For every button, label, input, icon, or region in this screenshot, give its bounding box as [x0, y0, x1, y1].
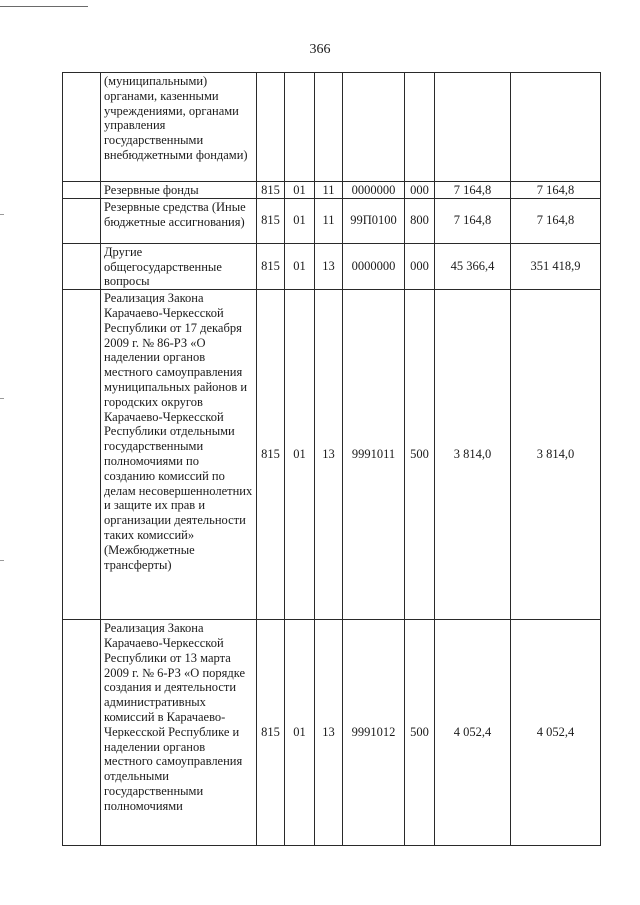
expense-type-code-cell: 500: [405, 620, 435, 846]
row-spacer-cell: [63, 620, 101, 846]
target-item-code-cell: 9991011: [343, 290, 405, 620]
row-spacer-cell: [63, 290, 101, 620]
section-code-cell: 01: [285, 243, 315, 289]
section-code-cell: 01: [285, 290, 315, 620]
expense-type-code-cell: 000: [405, 243, 435, 289]
target-item-code-cell: 9991012: [343, 620, 405, 846]
ministry-code-cell: 815: [257, 243, 285, 289]
target-item-code-cell: [343, 73, 405, 182]
subsection-code-cell: 11: [315, 198, 343, 243]
amount-2-cell: [511, 73, 601, 182]
section-code-cell: 01: [285, 620, 315, 846]
row-spacer-cell: [63, 73, 101, 182]
row-spacer-cell: [63, 182, 101, 199]
scan-margin-mark: [0, 560, 4, 561]
amount-2-cell: 7 164,8: [511, 198, 601, 243]
amount-2-cell: 7 164,8: [511, 182, 601, 199]
amount-2-cell: 351 418,9: [511, 243, 601, 289]
table-row: [63, 198, 601, 243]
ministry-code-cell: [257, 73, 285, 182]
ministry-code-cell: 815: [257, 182, 285, 199]
description-cell: Резервные фонды: [101, 182, 257, 199]
table-row: [63, 73, 601, 182]
row-spacer-cell: [63, 198, 101, 243]
expense-type-code-cell: 500: [405, 290, 435, 620]
expense-type-code-cell: 000: [405, 182, 435, 199]
amount-1-cell: 45 366,4: [435, 243, 511, 289]
section-code-cell: 01: [285, 198, 315, 243]
budget-table: [62, 72, 601, 846]
description-cell: Реализация Закона Карачаево-Черкесской Республики от 17 декабря 2009 г. № 86-РЗ «О наделении органов местного самоуправления муниципальных районов и городских округов Карачаево-Черкесской Республики отдельными государственными полномочиями по созданию комиссий по делам несовершеннолетних и защите их прав и организации деятельности таких комиссий» (Межбюджетные трансферты): [101, 290, 257, 620]
table-row: [63, 620, 601, 846]
ministry-code-cell: 815: [257, 198, 285, 243]
top-edge-rule: [0, 6, 88, 7]
section-code-cell: [285, 73, 315, 182]
amount-1-cell: 4 052,4: [435, 620, 511, 846]
amount-1-cell: 7 164,8: [435, 182, 511, 199]
subsection-code-cell: 11: [315, 182, 343, 199]
expense-type-code-cell: [405, 73, 435, 182]
description-cell: Резервные средства (Иные бюджетные ассигнования): [101, 198, 257, 243]
subsection-code-cell: 13: [315, 620, 343, 846]
table-row: [63, 290, 601, 620]
subsection-code-cell: 13: [315, 243, 343, 289]
target-item-code-cell: 0000000: [343, 243, 405, 289]
target-item-code-cell: 99П0100: [343, 198, 405, 243]
subsection-code-cell: 13: [315, 290, 343, 620]
target-item-code-cell: 0000000: [343, 182, 405, 199]
description-cell: Реализация Закона Карачаево-Черкесской Республики от 13 марта 2009 г. № 6-РЗ «О порядке создания и деятельности административных комиссий в Карачаево-Черкесской Республике и наделении органов местного самоуправления отдельными государственными полномочиями: [101, 620, 257, 846]
scan-margin-mark: [0, 398, 4, 399]
amount-2-cell: 3 814,0: [511, 290, 601, 620]
expense-type-code-cell: 800: [405, 198, 435, 243]
subsection-code-cell: [315, 73, 343, 182]
amount-1-cell: [435, 73, 511, 182]
section-code-cell: 01: [285, 182, 315, 199]
amount-1-cell: 3 814,0: [435, 290, 511, 620]
page-number: 366: [309, 42, 331, 57]
description-cell: (муниципальными) органами, казенными учреждениями, органами управления государственными внебюджетными фондами): [101, 73, 257, 182]
table-row: [63, 182, 601, 199]
ministry-code-cell: 815: [257, 290, 285, 620]
amount-2-cell: 4 052,4: [511, 620, 601, 846]
amount-1-cell: 7 164,8: [435, 198, 511, 243]
description-cell: Другие общегосударственные вопросы: [101, 243, 257, 289]
row-spacer-cell: [63, 243, 101, 289]
scan-margin-mark: [0, 214, 4, 215]
ministry-code-cell: 815: [257, 620, 285, 846]
table-row: [63, 243, 601, 289]
